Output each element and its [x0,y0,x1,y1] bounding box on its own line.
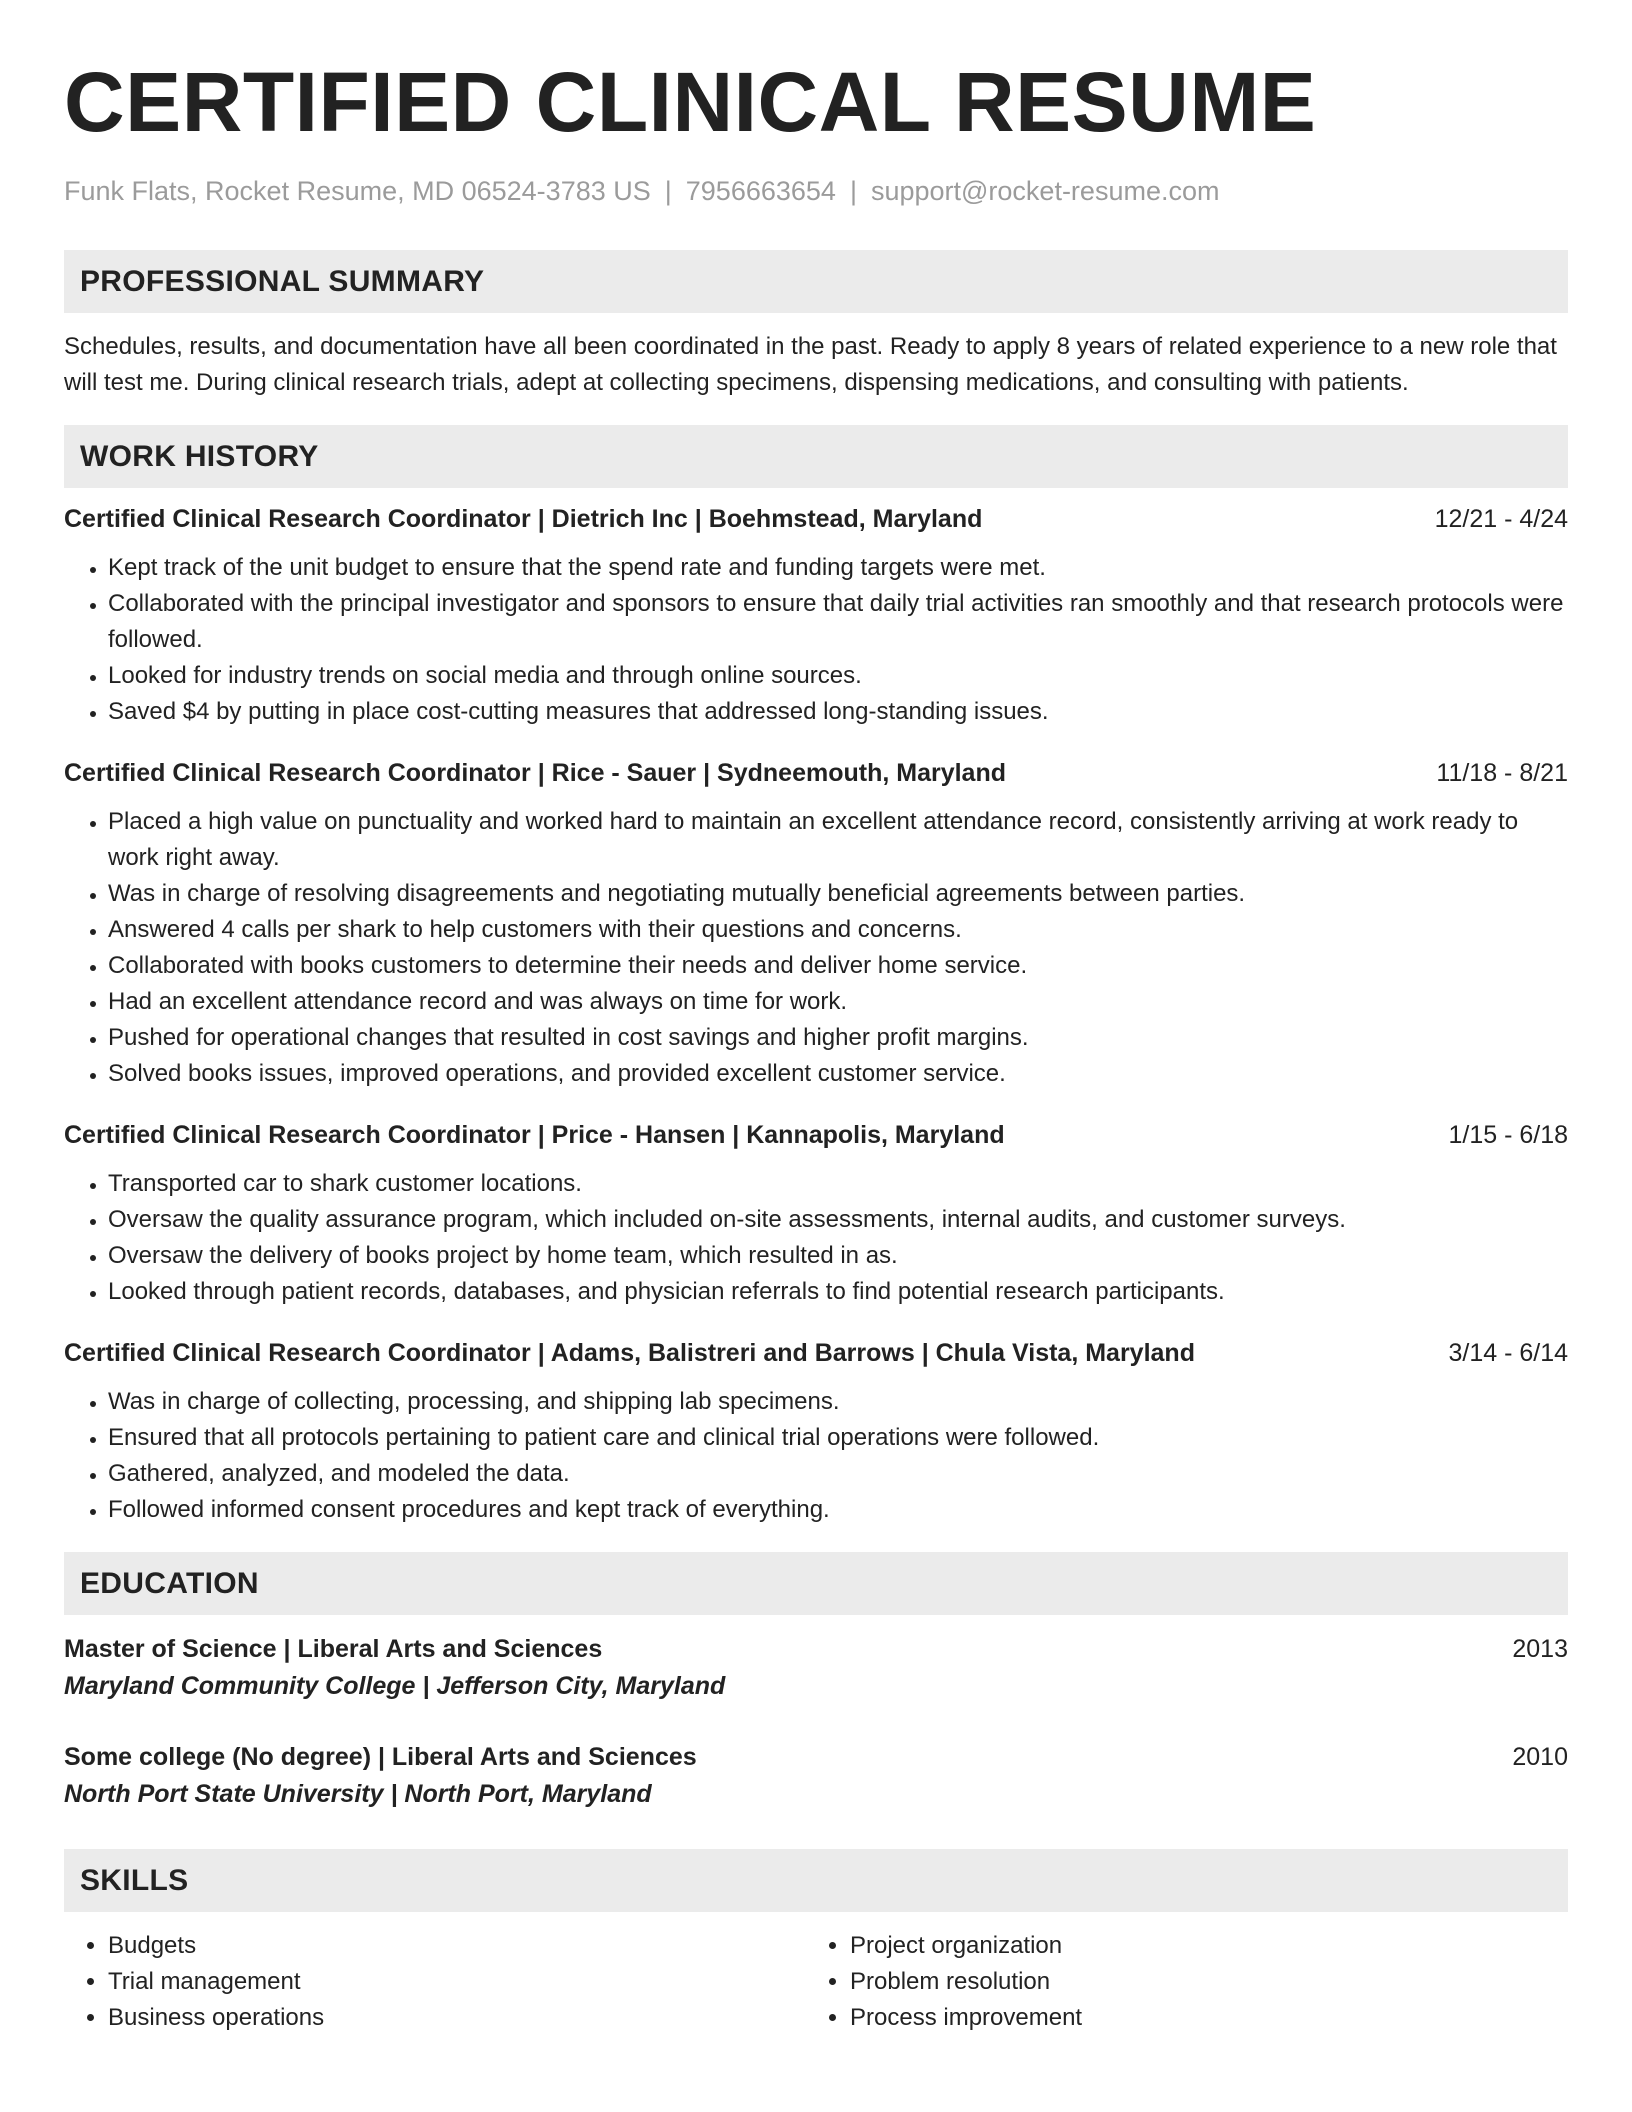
job-title: Certified Clinical Research Coordinator | Price - Hansen | Kannapolis, Maryland [64,1121,1005,1149]
education-header [64,1739,1568,1775]
job-bullet: • Oversaw the quality assurance program, which included on-site assessments, internal audits, and customer surveys. [108,1202,1568,1238]
section-header-summary: PROFESSIONAL SUMMARY [64,250,1568,313]
contact-line [64,174,1568,208]
section-header-skills: SKILLS [64,1849,1568,1912]
job-bullets [64,1384,1568,1528]
job-header [64,756,1568,790]
skill-item: • Project organization [850,1928,1506,1964]
job-header [64,502,1568,536]
job-header [64,1336,1568,1370]
skill-item: • Budgets [108,1928,806,1964]
job-bullets [64,1166,1568,1310]
resume-name: CERTIFIED CLINICAL RESUME [64,55,1317,149]
education-header [64,1631,1568,1667]
skill-item: • Problem resolution [850,1964,1506,2000]
job-bullets [64,804,1568,1092]
job-bullet: • Was in charge of collecting, processing, and shipping lab specimens. [108,1384,1568,1420]
job-dates: 3/14 - 6/14 [1448,1339,1568,1367]
job-bullet: • Was in charge of resolving disagreements and negotiating mutually beneficial agreements between parties. [108,876,1568,912]
job-bullet: • Pushed for operational changes that resulted in cost savings and higher profit margins. [108,1020,1568,1056]
job-bullet: • Saved $4 by putting in place cost-cutting measures that addressed long-standing issues. [108,694,1568,730]
job-bullet: • Had an excellent attendance record and was always on time for work. [108,984,1568,1020]
skill-item: • Business operations [108,2000,806,2036]
skill-item: • Trial management [108,1964,806,2000]
job-dates: 11/18 - 8/21 [1436,759,1568,787]
job-bullet: • Kept track of the unit budget to ensure that the spend rate and funding targets were met. [108,550,1568,586]
education-entry [64,1631,1568,1705]
education-school: Maryland Community College | Jefferson City, Maryland [64,1672,726,1700]
job-entry [64,1118,1568,1310]
contact-address: Funk Flats, Rocket Resume, MD 06524-3783 US [64,176,651,206]
job-title: Certified Clinical Research Coordinator | Dietrich Inc | Boehmstead, Maryland [64,505,983,533]
education-year: 2013 [1512,1635,1568,1663]
job-title: Certified Clinical Research Coordinator | Adams, Balistreri and Barrows | Chula Vista, Maryland [64,1339,1195,1367]
job-bullet: • Solved books issues, improved operations, and provided excellent customer service. [108,1056,1568,1092]
contact-phone: 7956663654 [685,176,836,206]
section-header-work-history: WORK HISTORY [64,425,1568,488]
job-bullet: • Placed a high value on punctuality and worked hard to maintain an excellent attendance record, consistently arriving at work ready to work right away. [108,804,1568,876]
education-degree: Some college (No degree) | Liberal Arts and Sciences [64,1743,697,1771]
job-bullet: • Gathered, analyzed, and modeled the data. [108,1456,1568,1492]
job-entry [64,756,1568,1092]
job-bullet: • Oversaw the delivery of books project by home team, which resulted in as. [108,1238,1568,1274]
skill-item: • Process improvement [850,2000,1506,2036]
contact-email: support@rocket-resume.com [870,176,1220,206]
skills-list [64,1928,1568,2036]
job-bullets [64,550,1568,730]
job-bullet: • Transported car to shark customer locations. [108,1166,1568,1202]
job-bullet: • Collaborated with the principal investigator and sponsors to ensure that daily trial activities ran smoothly and that research protocols were followed. [108,586,1568,658]
job-bullet: • Looked for industry trends on social media and through online sources. [108,658,1568,694]
education-degree: Master of Science | Liberal Arts and Sciences [64,1635,603,1663]
job-bullet: • Answered 4 calls per shark to help customers with their questions and concerns. [108,912,1568,948]
job-title: Certified Clinical Research Coordinator | Rice - Sauer | Sydneemouth, Maryland [64,759,1006,787]
job-entry [64,1336,1568,1528]
education-school: North Port State University | North Port, Maryland [64,1780,652,1808]
job-header [64,1118,1568,1152]
job-bullet: • Followed informed consent procedures and kept track of everything. [108,1492,1568,1528]
education-entry [64,1739,1568,1813]
education-year: 2010 [1512,1743,1568,1771]
job-bullet: • Ensured that all protocols pertaining to patient care and clinical trial operations were followed. [108,1420,1568,1456]
summary-text: Schedules, results, and documentation have all been coordinated in the past. Ready to apply 8 years of related experience to a new role that will test me. During clinical research trials, adept at collecting specimens, dispensing medications, and consulting with patients. [64,333,1557,396]
job-entry [64,502,1568,730]
job-dates: 12/21 - 4/24 [1434,505,1568,533]
contact-separator: | [849,176,857,206]
contact-separator: | [664,176,672,206]
job-bullet: • Collaborated with books customers to determine their needs and deliver home service. [108,948,1568,984]
skills-column-right [806,1928,1506,2036]
skills-column-left [64,1928,806,2036]
job-dates: 1/15 - 6/18 [1448,1121,1568,1149]
job-bullet: • Looked through patient records, databases, and physician referrals to find potential research participants. [108,1274,1568,1310]
section-header-education: EDUCATION [64,1552,1568,1615]
